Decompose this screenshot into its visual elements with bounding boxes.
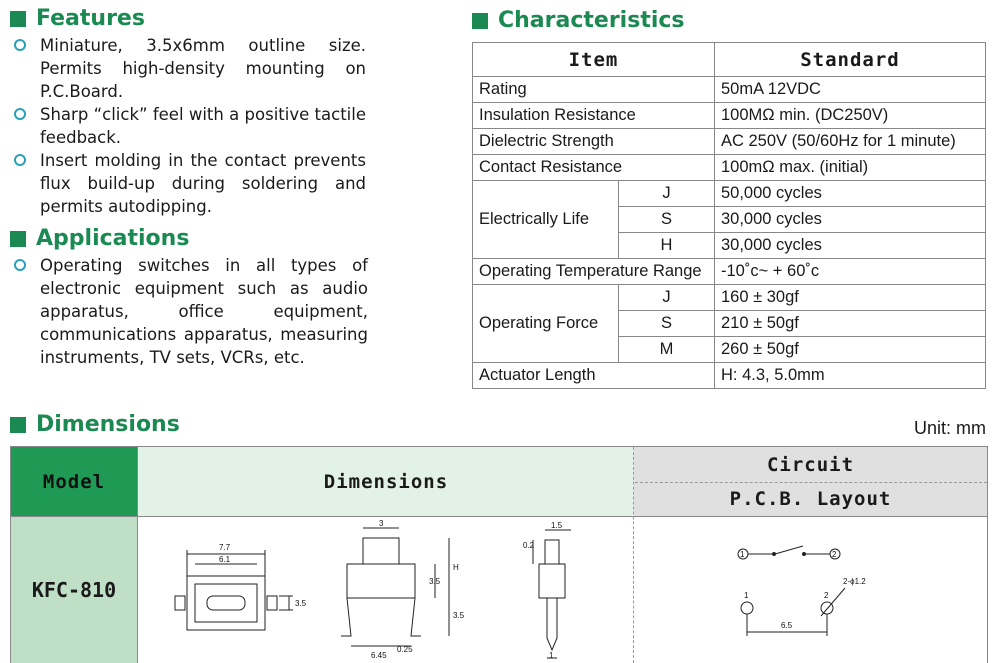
actuator-end [545, 540, 559, 564]
bullet-icon [14, 39, 26, 51]
model-header: Model [11, 447, 138, 517]
svg-text:6.5: 6.5 [781, 621, 793, 630]
list-item: Operating switches in all types of electronic equipment such as audio apparatus, office equipment, communications apparatus, measuring instruments, TV sets, VCRs, etc. [10, 254, 368, 369]
table-row: Electrically Life J 50,000 cycles [473, 181, 986, 207]
table-row: Dielectric Strength AC 250V (50/60Hz for 1 minute) [473, 129, 986, 155]
lead-end [547, 598, 557, 650]
dimensions-title: Dimensions [36, 412, 180, 437]
switch-body-end [539, 564, 565, 598]
svg-text:3.5: 3.5 [295, 599, 307, 608]
circuit-divider [635, 482, 987, 483]
actuator-side [363, 538, 399, 564]
dimension-drawings [139, 518, 633, 663]
lead-left [341, 598, 351, 636]
section-square-icon [10, 11, 26, 27]
pcb-hole-1 [741, 602, 753, 614]
pcb-header: P.C.B. Layout [634, 482, 987, 517]
table-row: Insulation Resistance 100MΩ min. (DC250V) [473, 103, 986, 129]
applications-heading [10, 226, 189, 251]
table-row: M 260 ± 50gf [473, 337, 986, 363]
unit-label: Unit: mm [914, 418, 986, 438]
list-item: Insert molding in the contact prevents flux build-up during soldering and permits autodipping. [10, 149, 366, 218]
table-row: Rating 50mA 12VDC [473, 77, 986, 103]
lead-right [411, 598, 421, 636]
svg-text:1: 1 [740, 550, 745, 559]
features-title: Features [36, 6, 145, 31]
bullet-icon [14, 108, 26, 120]
bullet-icon [14, 154, 26, 166]
table-row: H 30,000 cycles [473, 233, 986, 259]
features-heading [10, 6, 145, 31]
svg-text:H: H [453, 563, 459, 572]
characteristics-title: Characteristics [498, 8, 685, 33]
svg-text:1: 1 [744, 591, 749, 600]
svg-text:1: 1 [549, 651, 554, 660]
svg-text:0.25: 0.25 [397, 645, 413, 654]
table-row: Actuator Length H: 4.3, 5.0mm [473, 363, 986, 389]
svg-text:2: 2 [832, 550, 837, 559]
svg-text:0.2: 0.2 [523, 541, 535, 550]
standard-header: Standard [715, 43, 986, 77]
switch-inner-top [195, 584, 257, 622]
section-square-icon [472, 13, 488, 29]
table-row: Operating Force J 160 ± 30gf [473, 285, 986, 311]
circuit-header: Circuit [634, 447, 987, 482]
dimensions-heading [10, 412, 180, 437]
dimensions-header: Dimensions [138, 447, 634, 517]
svg-text:6.1: 6.1 [219, 555, 231, 564]
table-row: S 30,000 cycles [473, 207, 986, 233]
svg-text:2: 2 [824, 591, 829, 600]
table-header-row [473, 43, 986, 77]
list-item: Miniature, 3.5x6mm outline size. Permits high-density mounting on P.C.Board. [10, 34, 366, 103]
applications-list [10, 254, 368, 369]
switch-contact [775, 546, 803, 554]
table-row: Contact Resistance 100mΩ max. (initial) [473, 155, 986, 181]
table-row: S 210 ± 50gf [473, 311, 986, 337]
svg-text:3: 3 [379, 519, 384, 528]
characteristics-heading [472, 8, 685, 33]
table-row: Operating Temperature Range -10˚c~ + 60˚c [473, 259, 986, 285]
bullet-icon [14, 259, 26, 271]
actuator-top [207, 596, 245, 610]
section-square-icon [10, 417, 26, 433]
section-square-icon [10, 231, 26, 247]
svg-text:3.5: 3.5 [453, 611, 465, 620]
svg-text:1.5: 1.5 [551, 521, 563, 530]
terminal-left [175, 596, 185, 610]
dimensions-table [10, 446, 988, 663]
svg-text:7.7: 7.7 [219, 543, 231, 552]
svg-text:6.45: 6.45 [371, 651, 387, 660]
switch-body-side [347, 564, 415, 598]
svg-text:3.5: 3.5 [429, 577, 441, 586]
features-list [10, 34, 366, 218]
item-header: Item [473, 43, 715, 77]
list-item: Sharp “click” feel with a positive tactile feedback. [10, 103, 366, 149]
circuit-pcb-drawings [635, 518, 987, 663]
column-divider [633, 447, 634, 663]
applications-title: Applications [36, 226, 190, 251]
terminal-right [267, 596, 277, 610]
characteristics-table [472, 42, 986, 389]
svg-text:2-ϕ1.2: 2-ϕ1.2 [843, 577, 866, 586]
model-cell: KFC-810 [11, 517, 138, 663]
